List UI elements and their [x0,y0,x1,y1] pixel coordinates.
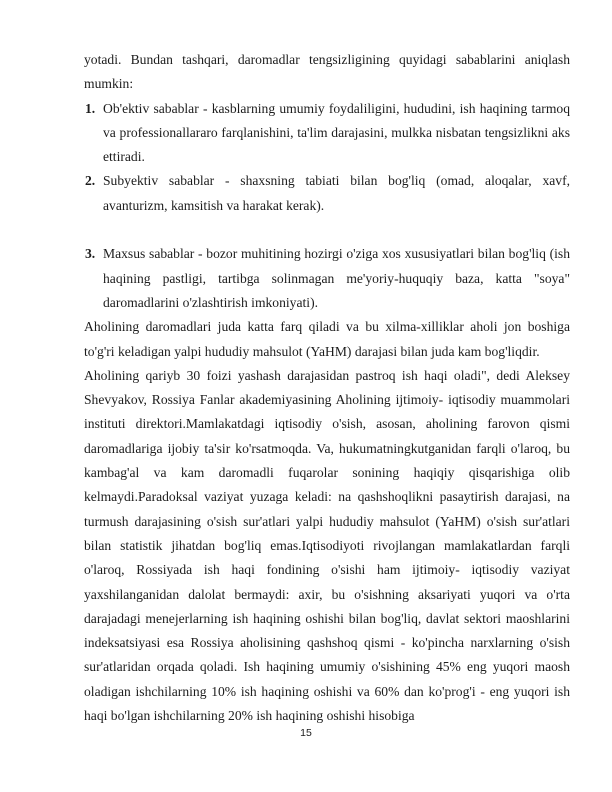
list-number-1: 1. [85,100,96,116]
list-item-objective-causes [84,97,570,170]
paragraph-income-variation: Aholining daromadlari juda katta farq qiladi va bu xilma-xilliklar aholi jon boshiga to'g'ri keladigan yalpi hududiy mahsulot (YaHM) darajasi bilan juda kam bog'liqdir. [84,319,570,359]
list-number-3: 3. [85,246,96,262]
page-body-text [84,48,570,728]
paragraph-shevyakov-quote: Aholining qariyb 30 foizi yashash darajasidan pastroq ish haqi oladi", dedi Aleksey Shevyakov, Rossiya Fanlar akademiyasining Aholining ijtimoiy- iqtisodiy muammolari instituti direktori.Mamlakatdagi iqtisodiy o'sish, asosan, aholining farovon qismi daromadlariga ijobiy ta'sir ko'rsatmoqda. Va, hukumatningkutganidan farqli o'laroq, bu kambag'al va kam daromadli fuqarolar sonining haqiqiy qisqarishiga olib kelmaydi.Paradoksal vaziyat yuzaga keladi: na qashshoqlikni pasaytirish darajasi, na turmush darajasining o'sish sur'atlari yalpi hududiy mahsulot (YaHM) o'sish sur'atlari bilan statistik jihatdan bog'liq emas.Iqtisodiyoti rivojlangan mamlakatlardan farqli o'laroq, Rossiyada ish haqi fondining o'sishi ham ijtimoiy- iqtisodiy vaziyat yaxshilanganidan dalolat bermaydi: axir, bu o'sishning aksariyati yuqori va o'rta darajadagi menejerlarning ish haqining oshishi bilan bog'liq, davlat sektori maoshlarini indeksatsiyasi esa Rossiya aholisining qashshoq qismi - ko'pincha narxlarning o'sish sur'atlaridan orqada qoladi. Ish haqining umumiy o'sishining 45% eng yuqori maosh oladigan ishchilarning 10% ish haqining oshishi va 60% dan ko'prog'i - eng yuqori ish haqi bo'lgan ishchilarning 20% ish haqining oshishi hisobiga [84,367,570,724]
list-number-2: 2. [85,173,96,189]
list-item-text: Maxsus sabablar - bozor muhitining hozirgi o'ziga xos xususiyatlari bilan bog'liq (ish haqining pastligi, tartibga solinmagan me'yoriy-huquqiy baza, katta "soya" daromadlarini o'zlashtirish imkoniyati). [103,246,570,310]
numbered-list [84,97,570,316]
paragraph-intro: yotadi. Bundan tashqari, daromadlar tengsizligining quyidagi sabablarini aniqlash mumkin: [84,52,570,92]
list-item-text: Subyektiv sabablar - shaxsning tabiati bilan bog'liq (omad, aloqalar, xavf, avanturizm, kamsitish va harakat kerak). [103,173,570,213]
list-item-special-causes [84,242,570,315]
list-item-text: Ob'ektiv sabablar - kasblarning umumiy foydaliligini, hududini, ish haqining tarmoq va professionallararo farqlanishini, ta'lim darajasini, mulkka nisbatan tengsizlikni aks ettiradi. [103,100,570,165]
page-number: 15 [300,727,312,739]
list-item-subjective-causes [84,169,570,218]
